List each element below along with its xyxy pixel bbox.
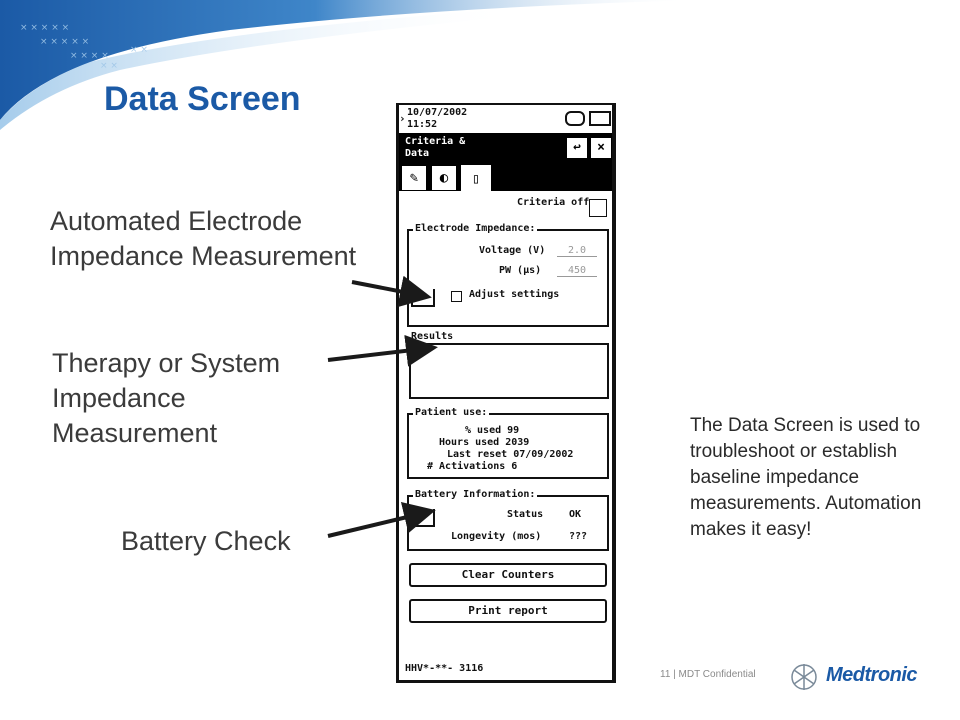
battery-status-value: OK [569, 509, 582, 520]
device-datetime [407, 107, 467, 131]
device-header-title [405, 136, 465, 160]
tab-therapy-icon[interactable]: ◐ [431, 165, 457, 191]
tab-data-icon[interactable]: ▯ [461, 165, 491, 193]
page-title: Data Screen [104, 80, 301, 118]
patient-row-last-reset: Last reset 07/09/2002 [447, 449, 574, 460]
svg-text:× ×: × × [100, 61, 118, 71]
adjust-settings-checkbox[interactable] [451, 291, 462, 302]
battery-longevity-label: Longevity (mos) [451, 531, 542, 542]
battery-icon [589, 111, 611, 126]
adjust-settings-label: Adjust settings [469, 289, 560, 300]
device-date: 10/07/2002 [407, 107, 468, 118]
callout-therapy-line2: Impedance [52, 383, 186, 413]
patient-use-label: Patient use: [415, 407, 488, 418]
callout-automated-electrode [50, 204, 356, 274]
electrode-impedance-label: Electrode Impedance: [415, 223, 536, 234]
medtronic-logo-text: Medtronic [826, 664, 918, 686]
voltage-value[interactable]: 2.0 [557, 245, 597, 257]
battery-check-icon[interactable] [411, 509, 435, 527]
device-header [399, 133, 612, 191]
results-box [409, 343, 609, 399]
device-screen [396, 103, 616, 683]
pw-value[interactable]: 450 [557, 265, 597, 277]
battery-status-label: Status [507, 509, 544, 520]
tab-program-icon[interactable]: ✎ [401, 165, 427, 191]
battery-info-group [407, 489, 609, 551]
measure-icon[interactable] [411, 289, 435, 307]
header-title-line1: Criteria & [405, 136, 466, 147]
description-text: The Data Screen is used to troubleshoot or establish baseline impedance measurements. Automation makes it easy! [690, 415, 922, 540]
criteria-icon[interactable] [589, 199, 607, 217]
patient-row-hours-used: Hours used 2039 [439, 437, 530, 448]
svg-text:× × × × ×: × × × × × [20, 23, 70, 33]
header-title-line2: Data [405, 148, 430, 159]
battery-info-label: Battery Information: [415, 489, 536, 500]
callout-automated-line2: Impedance Measurement [50, 241, 357, 271]
svg-text:× × × × ×: × × × × × [40, 37, 90, 47]
device-time: 11:52 [407, 119, 438, 130]
device-serial: HHV*-**- 3116 [405, 663, 484, 674]
patient-row-percent-used: % used 99 [465, 425, 520, 436]
svg-text:× ×: × × [130, 45, 148, 55]
chevron-right-icon[interactable]: › [399, 112, 406, 125]
print-report-button[interactable]: Print report [409, 599, 607, 623]
svg-text:× × × ×: × × × × [70, 51, 109, 61]
pw-label: PW (µs) [499, 265, 542, 276]
close-icon[interactable]: × [591, 138, 611, 158]
battery-longevity-value: ??? [569, 531, 588, 542]
callout-battery-check: Battery Check [121, 526, 291, 556]
patient-row-activations: # Activations 6 [427, 461, 518, 472]
electrode-impedance-group [407, 223, 609, 327]
results-label: Results [411, 331, 454, 342]
voltage-label: Voltage (V) [479, 245, 546, 256]
device-status-bar [399, 103, 612, 135]
callout-automated-line1: Automated Electrode [50, 206, 303, 236]
patient-use-group [407, 407, 609, 479]
clear-counters-button[interactable]: Clear Counters [409, 563, 607, 587]
callout-therapy-line1: Therapy or System [52, 348, 281, 378]
footer-confidential: 11 | MDT Confidential [660, 669, 756, 680]
callout-therapy-line3: Measurement [52, 418, 218, 448]
return-icon[interactable]: ↩ [567, 138, 587, 158]
callout-therapy-impedance [52, 346, 280, 451]
telemetry-icon [565, 111, 585, 126]
criteria-label: Criteria off [517, 197, 590, 208]
